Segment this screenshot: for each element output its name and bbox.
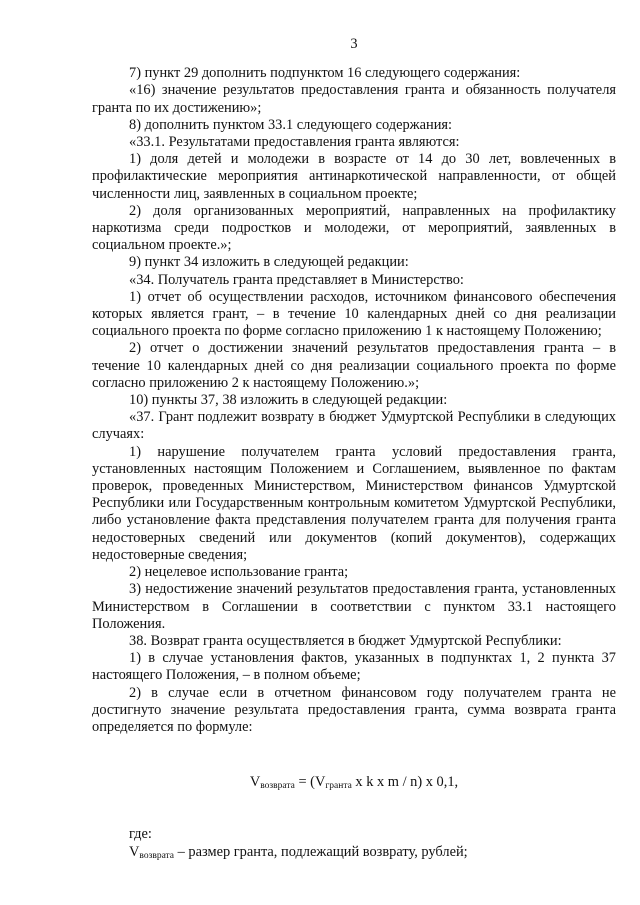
formula-lhs: V: [249, 774, 261, 791]
paragraph-clause-33-1: «33.1. Результатами предоставления гранта являются:: [129, 134, 460, 151]
paragraph-clause-38: 38. Возврат гранта осуществляется в бюджет Удмуртской Республики:: [129, 632, 562, 649]
paragraph-report-1: 1) отчет об осуществлении расходов, источником финансового обеспечения которых является грант, – в течение 10 календарных дней со дня реализации социального проекта по форме согласно приложению 1 к настоящему Положению;: [92, 288, 616, 340]
formula-equals: = (V: [294, 774, 326, 791]
paragraph-case-3: 3) недостижение значений результатов предоставления гранта, установленных Министерством в Соглашении в соответствии с пунктом 33.1 настоящего Положения.: [92, 581, 616, 632]
paragraph-subitem-16: «16) значение результатов предоставления гранта и обязанность получателя гранта по их достижению»;: [92, 82, 616, 116]
paragraph-clause-37: «37. Грант подлежит возврату в бюджет Удмуртской Республики в следующих случаях:: [92, 409, 616, 443]
definition-text: – размер гранта, подлежащий возврату, рублей;: [174, 843, 468, 860]
paragraph-report-2: 2) отчет о достижении значений результатов предоставления гранта – в течение 10 календарных дней со дня реализации социального проекта по форме согласно приложению 2 к настоящему Положению.»;: [92, 340, 616, 391]
definition-symbol-subscript: возврата: [139, 850, 175, 861]
where-label: где:: [129, 826, 152, 843]
return-formula: [92, 774, 616, 793]
paragraph-result-2: 2) доля организованных мероприятий, направленных на профилактику наркотизма среди подростков и молодежи, от мероприятий, заявленных в социальном проекте.»;: [92, 202, 616, 254]
definition-symbol: V: [129, 843, 140, 860]
paragraph-item-7: 7) пункт 29 дополнить подпунктом 16 следующего содержания:: [129, 65, 521, 82]
paragraph-clause-34: «34. Получатель гранта представляет в Министерство:: [129, 271, 464, 288]
paragraph-item-9: 9) пункт 34 изложить в следующей редакции:: [129, 254, 409, 271]
page-number: 3: [350, 36, 358, 52]
paragraph-return-2: 2) в случае если в отчетном финансовом году получателем гранта не достигнуто значение результата предоставления гранта, сумма возврата гранта определяется по формуле:: [92, 684, 616, 735]
paragraph-result-1: 1) доля детей и молодежи в возрасте от 14 до 30 лет, вовлеченных в профилактические мероприятия антинаркотической направленности, от общей численности лиц, заявленных в социальном проекте;: [92, 151, 616, 202]
paragraph-item-8: 8) дополнить пунктом 33.1 следующего содержания:: [129, 116, 453, 133]
definition-v-return: [92, 844, 616, 863]
paragraph-return-1: 1) в случае установления фактов, указанных в подпунктах 1, 2 пункта 37 настоящего Положения, – в полном объеме;: [92, 650, 616, 684]
paragraph-case-1: 1) нарушение получателем гранта условий предоставления гранта, установленных настоящим Положением и Соглашением, выявленное по фактам проверок, проведенных Министерством, Министерством финансов Удмуртской Республики или Государственным контрольным комитетом Удмуртской Республики, либо установление факта представления получателем гранта для получения гранта недостоверных сведений или документов (копий документов), содержащих недостоверные сведения;: [92, 443, 616, 563]
formula-lhs-subscript: возврата: [260, 781, 295, 792]
paragraph-case-2: 2) нецелевое использование гранта;: [129, 564, 349, 581]
paragraph-item-10: 10) пункты 37, 38 изложить в следующей редакции:: [129, 392, 448, 409]
formula-rest: x k x m / n) x 0,1,: [351, 774, 459, 791]
formula-rhs-subscript: гранта: [325, 781, 352, 792]
